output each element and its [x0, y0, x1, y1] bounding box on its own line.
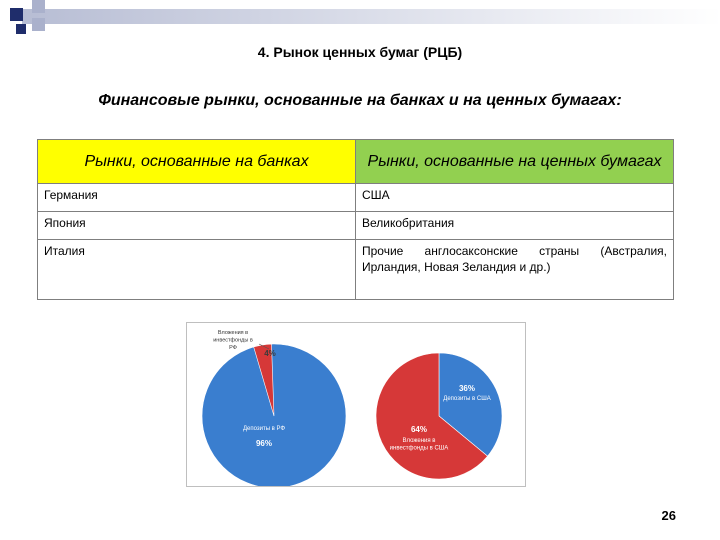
pie-value-label: 64%: [410, 425, 428, 434]
table-cell: Германия: [38, 184, 356, 212]
markets-table: [37, 139, 674, 300]
table-cell: Великобритания: [356, 212, 674, 240]
pie-slice-label: Вложения в инвестфонды в США: [389, 438, 449, 452]
slide-subtitle: Финансовые рынки, основанные на банках и на ценных бумагах:: [98, 92, 622, 109]
pie-charts-panel: [186, 322, 526, 487]
pie-value-label: 4%: [264, 349, 276, 358]
table-cell: Италия: [38, 240, 356, 300]
pie-value-label: 96%: [255, 439, 273, 448]
table-row: [38, 184, 674, 212]
table-header-row: [38, 140, 674, 184]
pie-slice-label: Вложения в инвестфонды в РФ: [213, 330, 253, 351]
table-cell: Прочие англосаксонские страны (Австралия, Ирландия, Новая Зеландия и др.): [356, 240, 674, 300]
table-row: [38, 212, 674, 240]
slide-title: 4. Рынок ценных бумаг (РЦБ): [257, 44, 463, 60]
table-cell: США: [356, 184, 674, 212]
header-securities-markets: Рынки, основанные на ценных бумагах: [356, 140, 674, 184]
table-row: [38, 240, 674, 300]
page-number: 26: [661, 508, 676, 523]
pie-charts: [187, 323, 525, 486]
pie-slice-label: Депозиты в РФ: [242, 426, 286, 432]
pie-slice-label: Депозиты в США: [443, 396, 491, 402]
header-bank-markets: Рынки, основанные на банках: [38, 140, 356, 184]
table-cell: Япония: [38, 212, 356, 240]
pie-value-label: 36%: [458, 384, 476, 393]
decorative-header: [0, 0, 720, 40]
